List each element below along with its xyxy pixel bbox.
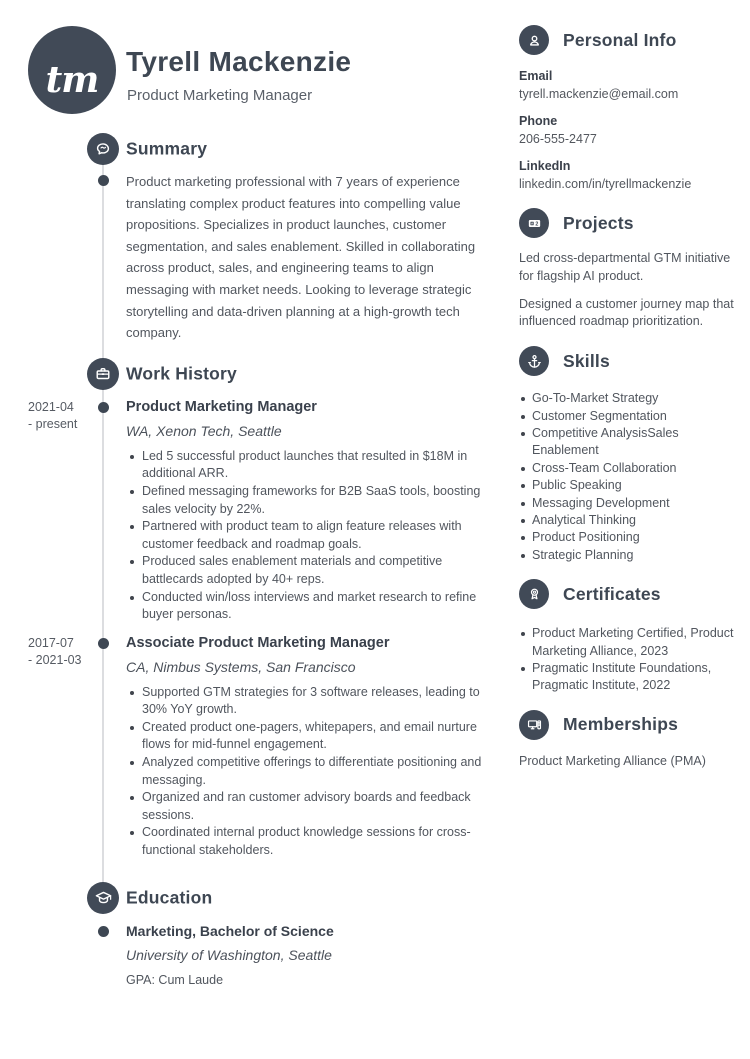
field-label: Phone	[519, 114, 558, 128]
svg-text:A: A	[530, 221, 533, 226]
contact-field	[519, 157, 734, 193]
job-dates	[28, 399, 98, 433]
computer-icon	[519, 710, 549, 740]
job-dates	[28, 635, 98, 669]
section-projects	[519, 208, 734, 331]
section-skills	[519, 346, 734, 564]
skill-item: Messaging Development	[519, 495, 734, 512]
graduation-cap-icon	[87, 882, 119, 914]
section-personal-info	[519, 25, 734, 193]
education-school: University of Washington, Seattle	[126, 946, 332, 963]
contact-field	[519, 67, 734, 103]
skill-item: Analytical Thinking	[519, 512, 734, 529]
certificate-item: Product Marketing Certified, Product Marketing Alliance, 2023	[519, 625, 734, 660]
certificate-item: Pragmatic Institute Foundations, Pragmatic Institute, 2022	[519, 660, 734, 695]
certificates-list	[519, 625, 734, 695]
projects-header	[519, 208, 734, 238]
phone-value: 206-555-2477	[519, 132, 597, 146]
job-entry	[28, 396, 492, 624]
job-bullet: Analyzed competitive offerings to differentiate positioning and messaging.	[126, 754, 492, 789]
personal-info-heading: Personal Info	[563, 29, 677, 50]
speech-bubble-icon	[87, 133, 119, 165]
work-history-header	[28, 358, 492, 390]
summary-text: Product marketing professional with 7 years of experience translating complex product features into compelling value propositions. Specializes in product launches, customer segmentation, and sales enablement. Skilled in collaborating across product, sales, and engineering teams to align messaging with market needs. Looking to leverage strategic storytelling and data-driven planning at a high-growth tech company.	[126, 174, 476, 341]
field-label: LinkedIn	[519, 159, 571, 173]
svg-text:2: 2	[534, 220, 538, 227]
job-bullet: Conducted win/loss interviews and market research to refine buyer personas.	[126, 589, 492, 624]
job-bullet: Supported GTM strategies for 3 software releases, leading to 30% YoY growth.	[126, 684, 492, 719]
contact-field	[519, 112, 734, 148]
date-end: - 2021-03	[28, 652, 82, 667]
certificates-heading: Certificates	[563, 583, 661, 604]
education-header	[28, 882, 492, 914]
section-certificates	[519, 579, 734, 695]
job-bullet-list	[126, 448, 492, 624]
job-company: WA, Xenon Tech, Seattle	[126, 422, 282, 439]
skill-item: Strategic Planning	[519, 547, 734, 564]
date-start: 2017-07	[28, 635, 74, 650]
skill-item: Competitive AnalysisSales Enablement	[519, 425, 734, 460]
person-icon	[519, 25, 549, 55]
timeline-dot	[98, 402, 109, 413]
personal-info-header	[519, 25, 734, 55]
education-heading: Education	[126, 887, 213, 908]
briefcase-icon	[87, 358, 119, 390]
certificates-header	[519, 579, 734, 609]
job-bullet: Organized and ran customer advisory boards and feedback sessions.	[126, 789, 492, 824]
timeline-dot	[98, 175, 109, 186]
section-memberships	[519, 710, 734, 770]
date-end: - present	[28, 416, 78, 431]
project-item: Designed a customer journey map that influenced roadmap prioritization.	[519, 296, 734, 329]
job-company: CA, Nimbus Systems, San Francisco	[126, 658, 356, 675]
memberships-header	[519, 710, 734, 740]
project-item: Led cross-departmental GTM initiative for flagship AI product.	[519, 251, 731, 283]
job-bullet: Created product one-pagers, whitepapers, and email nurture flows for mid-funnel engagement.	[126, 719, 492, 754]
email-value: tyrell.mackenzie@email.com	[519, 87, 679, 101]
job-bullet-list	[126, 684, 492, 860]
date-start: 2021-04	[28, 399, 74, 414]
page-title: Tyrell Mackenzie	[126, 46, 352, 77]
education-gpa: GPA: Cum Laude	[126, 972, 224, 987]
skill-item: Go-To-Market Strategy	[519, 390, 734, 407]
main-column	[28, 133, 492, 989]
award-icon	[519, 579, 549, 609]
anchor-icon	[519, 346, 549, 376]
field-label: Email	[519, 69, 553, 83]
job-bullet: Produced sales enablement materials and competitive battlecards adopted by 40+ reps.	[126, 553, 492, 588]
summary-heading: Summary	[126, 138, 208, 159]
timeline-dot	[98, 638, 109, 649]
job-bullet: Led 5 successful product launches that resulted in $18M in additional ARR.	[126, 448, 492, 483]
projects-heading: Projects	[563, 212, 634, 233]
job-bullet: Partnered with product team to align feature releases with customer feedback and roadmap goals.	[126, 518, 492, 553]
job-entry	[28, 632, 492, 860]
job-title: Associate Product Marketing Manager	[126, 634, 390, 651]
section-work-history	[28, 358, 492, 882]
job-headline: Product Marketing Manager	[127, 87, 313, 104]
skills-header	[519, 346, 734, 376]
education-degree: Marketing, Bachelor of Science	[126, 922, 334, 939]
skills-heading: Skills	[563, 350, 610, 371]
skill-item: Customer Segmentation	[519, 408, 734, 425]
skill-item: Product Positioning	[519, 529, 734, 546]
summary-header	[28, 133, 492, 165]
job-bullet: Defined messaging frameworks for B2B SaaS tools, boosting sales velocity by 22%.	[126, 483, 492, 518]
skill-item: Cross-Team Collaboration	[519, 460, 734, 477]
job-title: Product Marketing Manager	[126, 398, 317, 415]
card-icon	[519, 208, 549, 238]
avatar-initials: tm	[45, 58, 99, 101]
work-history-heading: Work History	[126, 363, 237, 384]
skill-item: Public Speaking	[519, 477, 734, 494]
job-bullet: Coordinated internal product knowledge sessions for cross-functional stakeholders.	[126, 824, 492, 859]
timeline-dot	[98, 926, 109, 937]
section-education	[28, 882, 492, 989]
summary-entry	[28, 171, 492, 344]
memberships-heading: Memberships	[563, 714, 679, 735]
section-summary	[28, 133, 492, 358]
sidebar	[519, 25, 734, 785]
skills-list	[519, 390, 734, 564]
linkedin-value: linkedin.com/in/tyrellmackenzie	[519, 177, 692, 191]
membership-item: Product Marketing Alliance (PMA)	[519, 753, 706, 768]
education-entry	[28, 920, 492, 989]
avatar	[28, 26, 116, 114]
